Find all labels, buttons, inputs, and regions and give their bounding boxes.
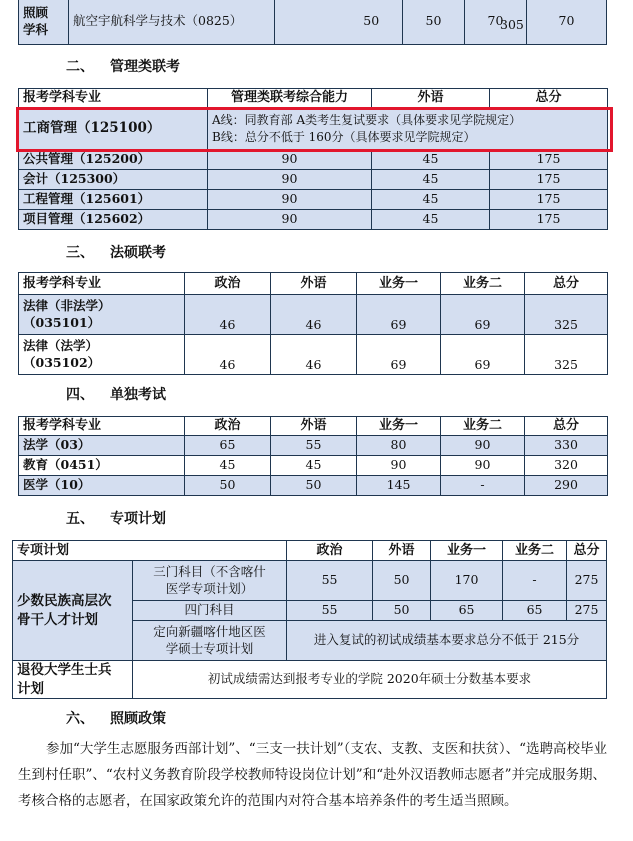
cell: 50: [373, 601, 431, 621]
row-name: 教育（0451）: [19, 456, 185, 476]
mba-line-a: A线：同教育部 A类考生复试要求（具体要求见学院规定）: [212, 113, 522, 128]
cell: 90: [441, 456, 525, 476]
section-title: 照顾政策: [110, 711, 166, 727]
col-header: 报考学科专业: [19, 417, 185, 436]
cell: 325: [525, 335, 608, 375]
cell: 65: [431, 601, 503, 621]
cell: 46: [271, 295, 357, 335]
sub-plan-line2: 医学专项计划）: [165, 580, 254, 596]
cell: 50: [271, 476, 357, 496]
top-pad: [275, 0, 341, 45]
cell: 170: [431, 561, 503, 601]
cell: 175: [490, 170, 608, 190]
mba-name: 工商管理（125100）: [19, 108, 208, 150]
table-row: [19, 295, 608, 335]
cell: 45: [372, 150, 490, 170]
col-header: 业务二: [503, 541, 567, 561]
cell: 90: [208, 150, 372, 170]
cell: 275: [567, 601, 607, 621]
col-header: 报考学科专业: [19, 273, 185, 295]
mba-line-b: B线：总分不低于 160分（具体要求见学院规定）: [212, 129, 476, 144]
col-header: 业务一: [357, 273, 441, 295]
col-header: 业务一: [431, 541, 503, 561]
col-header: 总分: [525, 273, 608, 295]
table-row: [19, 335, 608, 375]
cell: 69: [357, 335, 441, 375]
section-title: 法硕联考: [110, 245, 166, 261]
cell: 46: [185, 295, 271, 335]
minority-name-line1: 少数民族高层次: [17, 593, 112, 610]
section-title: 单独考试: [110, 387, 166, 403]
row-name: [19, 295, 185, 335]
cell: 175: [490, 210, 608, 230]
cell: 325: [525, 295, 608, 335]
cell: 69: [441, 335, 525, 375]
col-header: 报考学科专业: [19, 89, 208, 108]
top-value: 70: [465, 0, 527, 45]
section-5-heading: [66, 508, 166, 528]
table-row: [13, 561, 607, 601]
table-row: [13, 661, 607, 699]
table-row: [19, 476, 608, 496]
cell: 65: [185, 436, 271, 456]
col-header: 政治: [185, 417, 271, 436]
col-header: 总分: [567, 541, 607, 561]
top-label-line1: 照顾: [23, 4, 49, 20]
cell: 50: [373, 561, 431, 601]
policy-paragraph: 参加“大学生志愿服务西部计划”、“三支一扶计划”（支农、支教、支医和扶贫）、“选聘高校毕业生到村任职”、“农村义务教育阶段学校教师特设岗位计划”和“赴外汉语教师志愿者”并完成服务期、考核合格的志愿者，在国家政策允许的范围内对符合基本培养条件的考生适当照顾。: [18, 741, 608, 809]
cell: 175: [490, 190, 608, 210]
minority-name-line2: 骨干人才计划: [17, 611, 98, 628]
special-plan-table: [12, 540, 607, 699]
section-title: 管理类联考: [110, 59, 180, 75]
cell: 90: [441, 436, 525, 456]
section-6-heading: [66, 708, 166, 728]
row-name: 会计（125300）: [19, 170, 208, 190]
col-header: 政治: [287, 541, 373, 561]
sub-plan-line1: 定向新疆喀什地区医: [153, 623, 266, 639]
top-value: 70: [527, 0, 607, 45]
cell: 275: [567, 561, 607, 601]
table-row: [19, 456, 608, 476]
top-label: [19, 0, 69, 45]
sub-plan: [133, 561, 287, 601]
cell: 45: [372, 170, 490, 190]
row-name: 公共管理（125200）: [19, 150, 208, 170]
table-row: [19, 190, 608, 210]
section-2-heading: [66, 56, 180, 76]
section-title: 专项计划: [110, 511, 166, 527]
section-number: 二、: [66, 59, 94, 75]
cell: 90: [208, 170, 372, 190]
col-header: 外语: [271, 417, 357, 436]
cell: -: [503, 561, 567, 601]
sub-plan-line2: 学硕士专项计划: [165, 640, 254, 656]
col-header: 总分: [525, 417, 608, 436]
row-name: 法学（03）: [19, 436, 185, 456]
section-3-heading: [66, 242, 166, 262]
veteran-name-line2: 计划: [17, 680, 44, 697]
row-name: 医学（10）: [19, 476, 185, 496]
col-header: 外语: [372, 89, 490, 108]
section-number: 四、: [66, 387, 94, 403]
cell: 45: [372, 210, 490, 230]
cell: 46: [185, 335, 271, 375]
note-cell: 初试成绩需达到报考专业的学院 2020年硕士分数基本要求: [133, 661, 607, 699]
table-row: [19, 170, 608, 190]
cell: 45: [185, 456, 271, 476]
independent-exam-table: [18, 416, 608, 496]
section-4-heading: [66, 384, 166, 404]
col-header: 专项计划: [13, 541, 287, 561]
row-name-line2: （035102）: [23, 354, 101, 370]
col-header: 管理类联考综合能力: [208, 89, 372, 108]
row-name-line1: 法律（法学）: [23, 337, 99, 353]
table-row: [19, 210, 608, 230]
cell: 330: [525, 436, 608, 456]
col-header: 业务二: [441, 273, 525, 295]
col-header: 总分: [490, 89, 608, 108]
section-number: 六、: [66, 711, 94, 727]
cell: 69: [357, 295, 441, 335]
row-name-line2: （035101）: [23, 314, 101, 330]
col-header: 业务二: [441, 417, 525, 436]
veteran-name-line1: 退役大学生士兵: [17, 662, 112, 679]
section-number: 三、: [66, 245, 94, 261]
cell: 45: [372, 190, 490, 210]
top-value: 50: [341, 0, 403, 45]
cell: 290: [525, 476, 608, 496]
note-cell: 进入复试的初试成绩基本要求总分不低于 215分: [287, 621, 607, 661]
top-value: 50: [403, 0, 465, 45]
cell: 320: [525, 456, 608, 476]
cell: 90: [208, 210, 372, 230]
cell: 90: [357, 456, 441, 476]
cell: 55: [271, 436, 357, 456]
top-total: 305: [500, 17, 524, 32]
cell: 55: [287, 601, 373, 621]
cell: 80: [357, 436, 441, 456]
sub-plan-line1: 三门科目（不含喀什: [153, 563, 266, 579]
cell: 46: [271, 335, 357, 375]
cell: 69: [441, 295, 525, 335]
top-subject: 航空宇航科学与技术（0825）: [69, 0, 275, 45]
table-row: [19, 436, 608, 456]
cell: 175: [490, 150, 608, 170]
table-row: [19, 150, 608, 170]
cell: 90: [208, 190, 372, 210]
cell: 65: [503, 601, 567, 621]
col-header: 外语: [271, 273, 357, 295]
law-exam-table: [18, 272, 608, 375]
veteran-plan-name: [13, 661, 133, 699]
section-number: 五、: [66, 511, 94, 527]
col-header: 外语: [373, 541, 431, 561]
col-header: 政治: [185, 273, 271, 295]
cell: 55: [287, 561, 373, 601]
cell: 45: [271, 456, 357, 476]
cell: 50: [185, 476, 271, 496]
col-header: 业务一: [357, 417, 441, 436]
row-name-line1: 法律（非法学）: [23, 297, 111, 313]
row-name: 工程管理（125601）: [19, 190, 208, 210]
sub-plan: [133, 621, 287, 661]
cell: -: [441, 476, 525, 496]
sub-plan: 四门科目: [133, 601, 287, 621]
row-name: 项目管理（125602）: [19, 210, 208, 230]
row-name: [19, 335, 185, 375]
minority-plan-name: [13, 561, 133, 661]
cell: 145: [357, 476, 441, 496]
top-label-line2: 学科: [23, 21, 49, 37]
mba-highlight-box: [16, 107, 613, 152]
